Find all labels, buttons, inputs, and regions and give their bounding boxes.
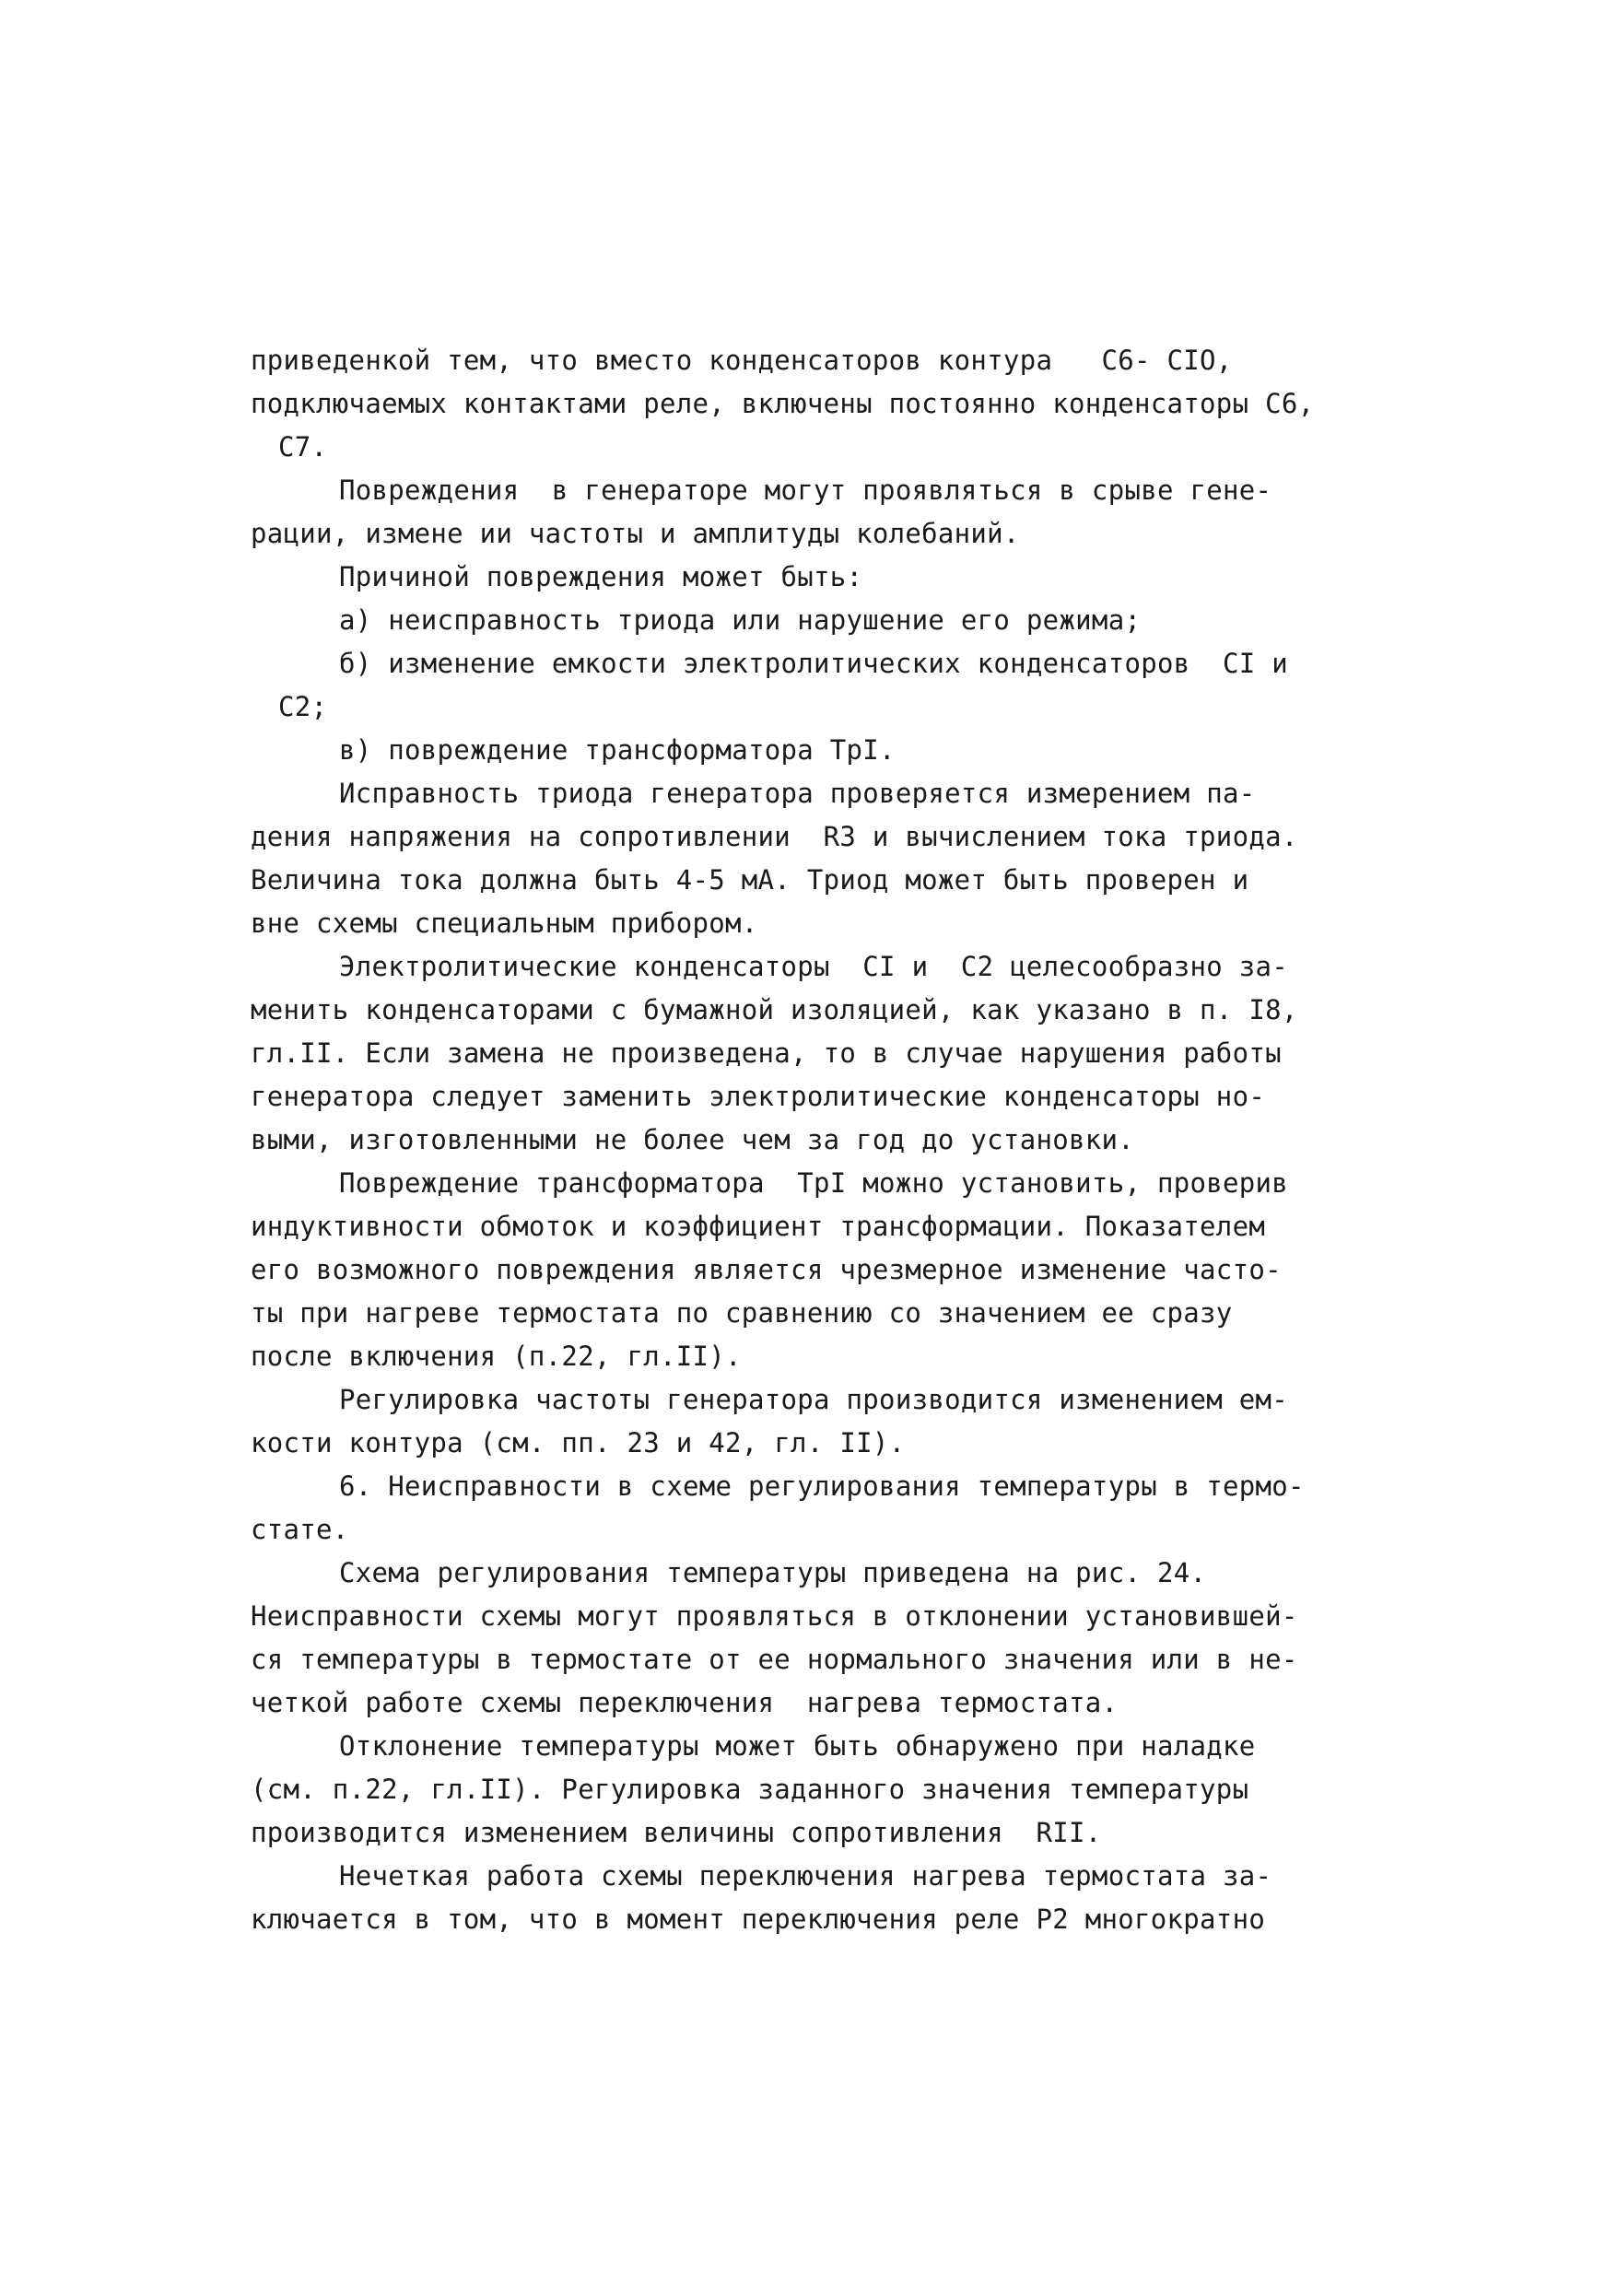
text-line: Исправность триода генератора проверяется измерением па- <box>339 778 1256 809</box>
text-line: в) повреждение трансформатора ТрI. <box>339 734 896 766</box>
text-line: Нечеткая работа схемы переключения нагрева термостата за- <box>339 1860 1272 1892</box>
text-line: Причиной повреждения может быть: <box>339 561 863 592</box>
text-line: его возможного повреждения является чрезмерное изменение часто- <box>251 1254 1282 1285</box>
text-line: индуктивности обмоток и коэффициент трансформации. Показателем <box>251 1211 1266 1242</box>
text-line: Электролитические конденсаторы СI и С2 целесообразно за- <box>339 951 1289 982</box>
text-line: Повреждение трансформатора ТрI можно установить, проверив <box>339 1167 1289 1199</box>
text-line: стате. <box>251 1514 349 1545</box>
text-line: гл.II. Если замена не произведена, то в случае нарушения работы <box>251 1037 1282 1069</box>
text-line: Повреждения в генераторе могут проявляться в срыве гене- <box>339 474 1272 506</box>
text-line: подключаемых контактами реле, включены постоянно конденсаторы С6, <box>251 388 1315 419</box>
text-line: С7. <box>278 431 328 463</box>
text-line: ся температуры в термостате от ее нормального значения или в не- <box>251 1644 1298 1675</box>
text-line: 6. Неисправности в схеме регулирования температуры в термо- <box>339 1470 1305 1502</box>
text-line: Регулировка частоты генератора производится изменением ем- <box>339 1384 1289 1415</box>
text-line: вне схемы специальным прибором. <box>251 908 758 939</box>
text-line: рации, измене ии частоты и амплитуды колебаний. <box>251 518 1020 549</box>
text-line: генератора следует заменить электролитические конденсаторы но- <box>251 1081 1266 1112</box>
text-line: Отклонение температуры может быть обнаружено при наладке <box>339 1730 1256 1762</box>
document-body <box>251 339 1412 1941</box>
text-line: Схема регулирования температуры приведена на рис. 24. <box>339 1557 1207 1588</box>
text-line: менить конденсаторами с бумажной изоляцией, как указано в п. I8, <box>251 994 1298 1025</box>
text-line: производится изменением величины сопротивления RII. <box>251 1817 1102 1848</box>
text-line: Неисправности схемы могут проявляться в отклонении установившей- <box>251 1600 1298 1632</box>
text-line: приведенкой тем, что вместо конденсаторов контура С6- СIO, <box>251 345 1233 376</box>
text-line: ты при нагреве термостата по сравнению со значением ее сразу <box>251 1297 1233 1329</box>
text-line: четкой работе схемы переключения нагрева термостата. <box>251 1687 1119 1718</box>
text-line: (см. п.22, гл.II). Регулировка заданного значения температуры <box>251 1774 1249 1805</box>
text-line: б) изменение емкости электролитических конденсаторов СI и <box>339 648 1289 679</box>
text-line: а) неисправность триода или нарушение его режима; <box>339 604 1142 636</box>
text-line: С2; <box>278 691 328 722</box>
text-line: Величина тока должна быть 4-5 мА. Триод может быть проверен и <box>251 864 1249 896</box>
text-line: дения напряжения на сопротивлении R3 и вычислением тока триода. <box>251 821 1298 852</box>
text-line: выми, изготовленными не более чем за год до установки. <box>251 1124 1135 1155</box>
text-line: ключается в том, что в момент переключения реле Р2 многократно <box>251 1904 1266 1935</box>
text-line: после включения (п.22, гл.II). <box>251 1341 742 1372</box>
text-line: кости контура (см. пп. 23 и 42, гл. II). <box>251 1427 906 1458</box>
